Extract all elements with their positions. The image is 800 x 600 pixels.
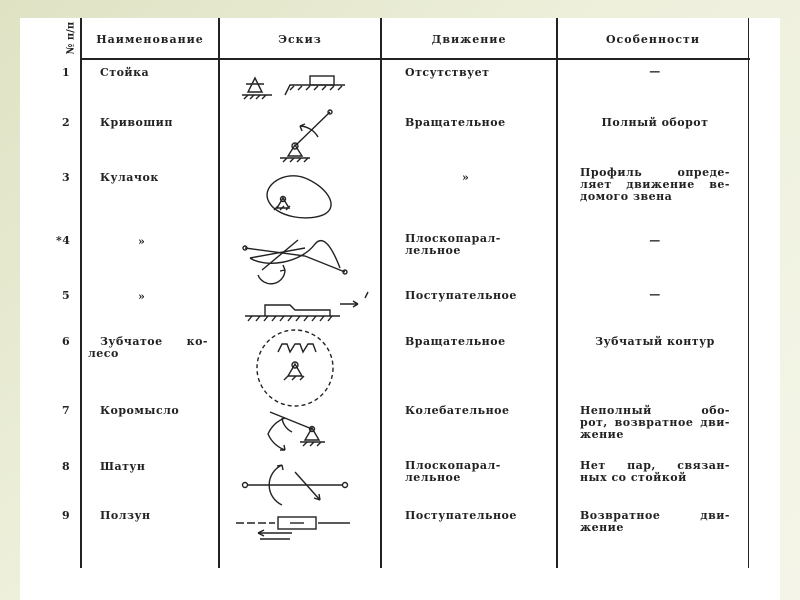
row-features: — bbox=[649, 234, 661, 247]
features-line: Профиль опреде- bbox=[580, 166, 730, 179]
row-number: 5 bbox=[62, 289, 71, 302]
row-number: 8 bbox=[62, 460, 71, 473]
row-motion: Вращательное bbox=[405, 116, 506, 129]
features-line: рот, возвратное дви- bbox=[580, 416, 730, 429]
row-features: — bbox=[649, 65, 661, 78]
row-name: Ползун bbox=[100, 509, 151, 522]
motion-line: лельное bbox=[405, 471, 461, 484]
row-name bbox=[88, 335, 208, 360]
row-motion bbox=[405, 233, 555, 257]
name-line: лесо bbox=[88, 347, 119, 360]
row-number: 2 bbox=[62, 116, 71, 129]
row-motion: Отсутствует bbox=[405, 66, 490, 79]
table-divider bbox=[380, 18, 382, 568]
features-line: домого звена bbox=[580, 190, 673, 203]
header-name: Наименование bbox=[96, 33, 204, 46]
row-motion: Поступательное bbox=[405, 289, 517, 302]
row-motion: Колебательное bbox=[405, 404, 510, 417]
row-name: Кулачок bbox=[100, 171, 159, 184]
row-name: Кривошип bbox=[100, 116, 173, 129]
header-sketch: Эскиз bbox=[278, 33, 322, 46]
row-features: Зубчатый контур bbox=[595, 335, 715, 348]
header-divider bbox=[80, 58, 750, 60]
features-line: Неполный обо- bbox=[580, 404, 730, 417]
row-number: 6 bbox=[62, 335, 71, 348]
row-number: 3 bbox=[62, 171, 71, 184]
row-features bbox=[580, 510, 730, 534]
row-features bbox=[580, 460, 730, 484]
motion-line: Плоскопарал- bbox=[405, 459, 501, 472]
features-line: Нет пар, связан- bbox=[580, 459, 730, 472]
row-motion: Вращательное bbox=[405, 335, 506, 348]
features-line: жение bbox=[580, 428, 624, 441]
row-features: Полный оборот bbox=[601, 116, 709, 129]
row-number: 1 bbox=[62, 66, 71, 79]
row-features bbox=[580, 405, 730, 441]
features-line: ных со стойкой bbox=[580, 471, 687, 484]
row-motion: Поступательное bbox=[405, 509, 517, 522]
row-number: *4 bbox=[56, 234, 71, 247]
table-divider bbox=[748, 18, 749, 568]
header-motion: Движение bbox=[431, 33, 507, 46]
row-number: 7 bbox=[62, 404, 71, 417]
motion-line: Плоскопарал- bbox=[405, 232, 501, 245]
row-number: 9 bbox=[62, 509, 71, 522]
header-number: № п/п bbox=[65, 21, 77, 55]
header-features: Особенности bbox=[605, 33, 701, 46]
row-name: Стойка bbox=[100, 66, 150, 79]
name-line: Зубчатое ко- bbox=[100, 335, 208, 348]
row-motion: » bbox=[462, 171, 470, 184]
row-features bbox=[580, 167, 730, 203]
row-name: » bbox=[138, 235, 146, 248]
features-line: Возвратное дви- bbox=[580, 509, 730, 522]
table-divider bbox=[556, 18, 558, 568]
row-motion bbox=[405, 460, 555, 484]
row-name: » bbox=[138, 290, 146, 303]
row-features: — bbox=[649, 288, 661, 301]
features-line: ляет движение ве- bbox=[580, 178, 730, 191]
row-name: Шатун bbox=[100, 460, 146, 473]
row-name: Коромысло bbox=[100, 404, 180, 417]
features-line: жение bbox=[580, 521, 624, 534]
table-divider bbox=[80, 18, 82, 568]
motion-line: лельное bbox=[405, 244, 461, 257]
